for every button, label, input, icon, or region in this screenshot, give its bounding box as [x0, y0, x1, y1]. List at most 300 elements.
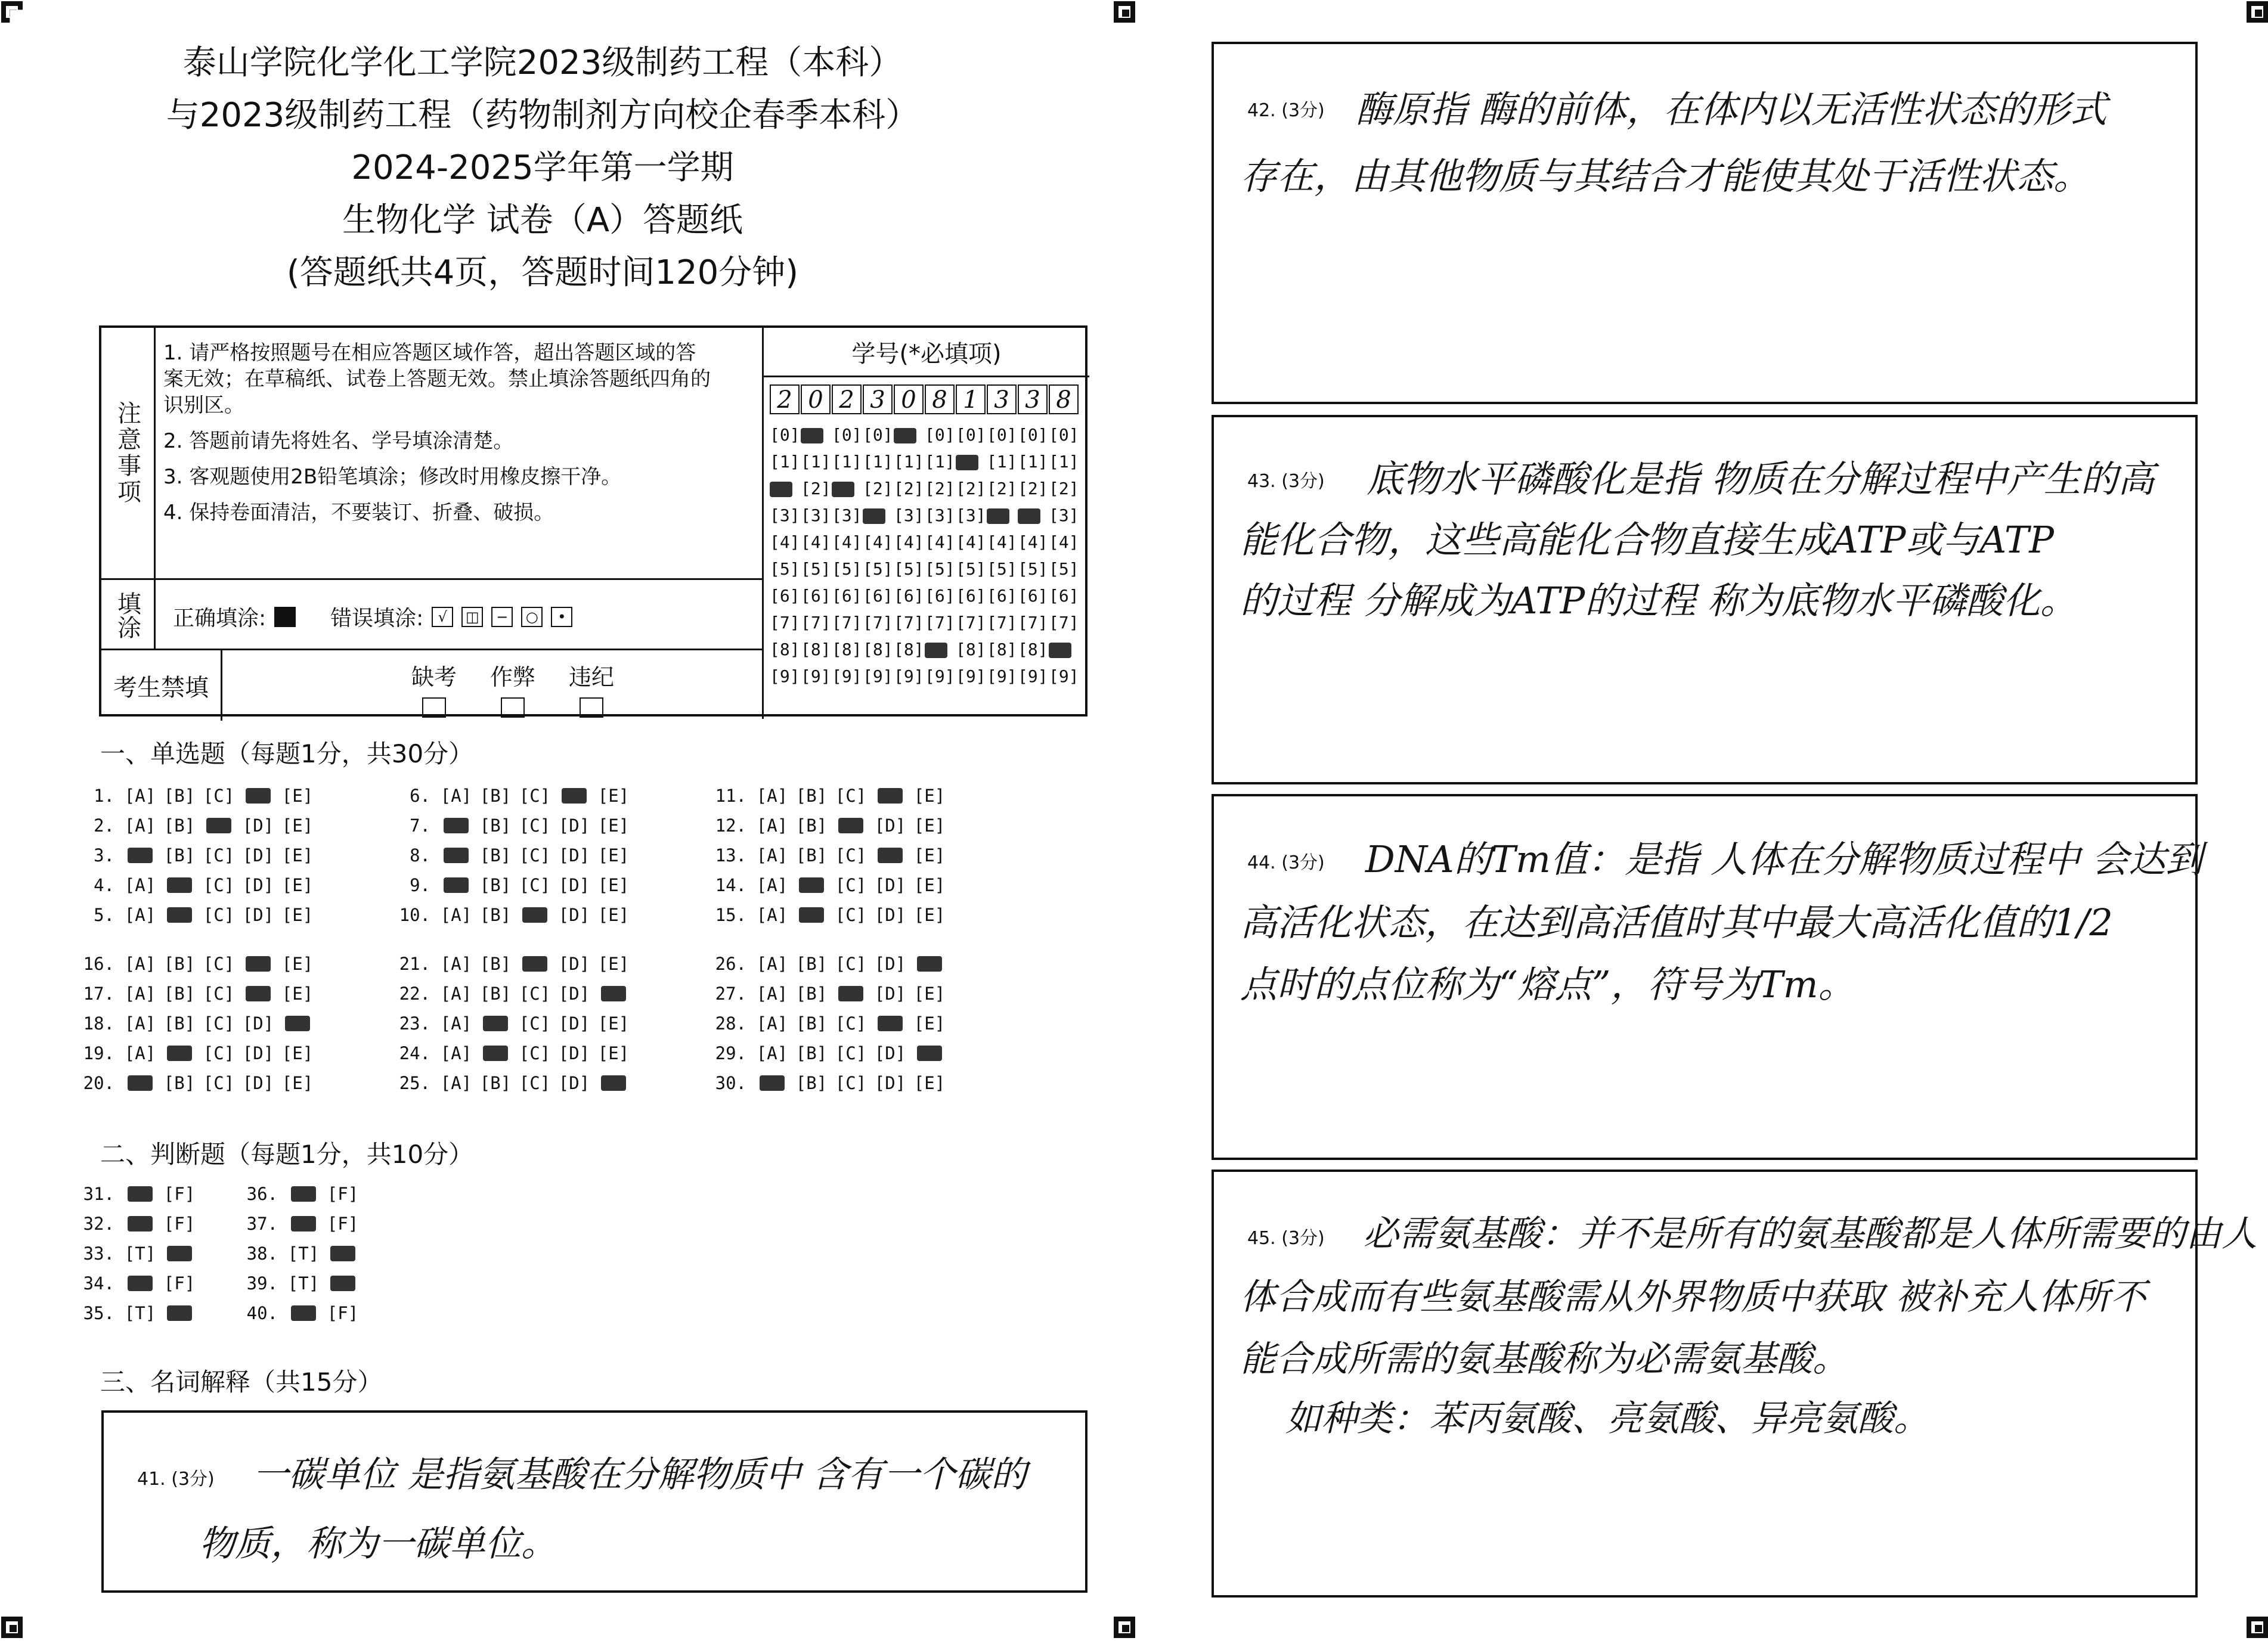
answer-bubble[interactable]: [E] [913, 845, 946, 866]
answer-bubble[interactable]: [B] [479, 1073, 512, 1093]
student-id-bubble-filled[interactable] [894, 421, 925, 448]
answer-bubble-filled[interactable] [476, 1038, 515, 1068]
answer-bubble-filled[interactable] [284, 1209, 323, 1239]
student-id-bubble[interactable]: [7] [770, 613, 800, 632]
answer-bubble[interactable]: [D] [874, 905, 906, 925]
student-id-bubble[interactable]: [9] [863, 666, 893, 686]
student-id-bubble[interactable]: [6] [1049, 586, 1079, 606]
question-number: 37. [246, 1214, 278, 1234]
answer-bubble[interactable]: [B] [163, 984, 196, 1004]
student-id-bubble[interactable]: [0] [1018, 425, 1048, 445]
question-number: 32. [83, 1214, 114, 1234]
student-id-bubble-filled[interactable] [956, 448, 987, 475]
student-id-bubble[interactable]: [6] [770, 586, 800, 606]
answer-bubble-filled[interactable] [160, 1239, 199, 1268]
answer-bubble[interactable]: [D] [242, 1043, 274, 1063]
answer-bubble-filled[interactable] [238, 781, 278, 811]
answer-bubble[interactable]: [A] [756, 875, 788, 895]
answer-bubble[interactable]: [D] [558, 984, 590, 1004]
answer-bubble[interactable]: [B] [795, 1073, 828, 1093]
student-id-bubble[interactable]: [9] [1049, 666, 1079, 686]
mc-question-row [698, 870, 949, 900]
answer-bubble[interactable]: [D] [558, 875, 590, 895]
answer-bubble[interactable]: [E] [281, 845, 314, 866]
answer-bubble[interactable]: [E] [597, 815, 630, 836]
student-id-bubble[interactable]: [4] [925, 532, 955, 552]
student-id-bubble-filled[interactable] [770, 475, 801, 502]
answer-bubble-filled[interactable] [594, 979, 633, 1009]
student-id-bubble[interactable]: [6] [956, 586, 986, 606]
answer-bubble[interactable]: [A] [756, 1043, 788, 1063]
student-id-bubble[interactable]: [3] [925, 505, 955, 525]
student-id-bubble-filled[interactable] [925, 636, 956, 663]
answer-bubble[interactable]: [F] [327, 1184, 359, 1204]
student-id-bubble[interactable]: [7] [863, 613, 893, 632]
answer-bubble-filled[interactable] [160, 1038, 199, 1068]
student-id-bubble[interactable]: [0] [1049, 425, 1079, 445]
student-id-bubble-filled[interactable] [987, 502, 1018, 529]
answer-bubble[interactable]: [C] [519, 875, 551, 895]
answer-bubble[interactable]: [D] [874, 1043, 906, 1063]
answer-bubble[interactable]: [E] [913, 1013, 946, 1034]
student-id-bubble[interactable]: [7] [1018, 613, 1048, 632]
answer-bubble[interactable]: [A] [124, 786, 156, 806]
answer-bubble[interactable]: [E] [281, 905, 314, 925]
answer-bubble-filled[interactable] [476, 1009, 515, 1038]
answer-bubble[interactable]: [C] [203, 1013, 235, 1034]
answer-bubble-filled[interactable] [436, 870, 476, 900]
student-id-bubble[interactable]: [3] [832, 505, 862, 525]
answer-bubble[interactable]: [B] [163, 954, 196, 974]
student-id-bubble-filled[interactable] [1049, 636, 1080, 663]
answer-bubble-filled[interactable] [792, 900, 831, 930]
answer-bubble[interactable]: [B] [795, 815, 828, 836]
student-id-bubble[interactable]: [9] [832, 666, 862, 686]
answer-bubble[interactable]: [A] [756, 786, 788, 806]
answer-bubble[interactable]: [D] [558, 954, 590, 974]
student-id-bubble[interactable]: [3] [770, 505, 800, 525]
answer-bubble-filled[interactable] [284, 1298, 323, 1328]
answer-bubble[interactable]: [A] [124, 875, 156, 895]
student-id-bubble[interactable]: [4] [894, 532, 924, 552]
answer-bubble-filled[interactable] [910, 949, 949, 979]
corner-marker-bottom-left [1, 1617, 23, 1638]
answer-bubble-filled[interactable] [238, 979, 278, 1009]
student-id-bubble[interactable]: [1] [987, 452, 1017, 472]
answer-bubble[interactable]: [A] [440, 984, 472, 1004]
answer-bubble[interactable]: [B] [163, 815, 196, 836]
answer-bubble[interactable]: [A] [440, 954, 472, 974]
answer-bubble-filled[interactable] [436, 840, 476, 870]
proctor-cheating[interactable] [490, 659, 535, 718]
answer-bubble[interactable]: [A] [124, 1013, 156, 1034]
student-id-bubble[interactable]: [9] [956, 666, 986, 686]
answer-bubble-filled[interactable] [199, 811, 238, 840]
student-id-bubble[interactable]: [7] [956, 613, 986, 632]
answer-bubble-filled[interactable] [120, 1068, 160, 1098]
student-id-bubble[interactable]: [1] [1018, 452, 1048, 472]
answer-bubble-filled[interactable] [323, 1268, 362, 1298]
answer-bubble[interactable]: [E] [597, 1043, 630, 1063]
answer-box-q45[interactable] [1212, 1170, 2257, 1598]
answer-bubble[interactable]: [B] [479, 905, 512, 925]
student-id-bubble[interactable]: [4] [956, 532, 986, 552]
answer-bubble[interactable]: [B] [163, 1073, 196, 1093]
student-id-bubble[interactable]: [9] [987, 666, 1017, 686]
answer-bubble[interactable]: [D] [558, 815, 590, 836]
student-id-bubble[interactable]: [4] [1018, 532, 1048, 552]
student-id-bubble[interactable]: [7] [801, 613, 831, 632]
answer-bubble[interactable]: [D] [242, 905, 274, 925]
student-id-bubble[interactable]: [0] [987, 425, 1017, 445]
student-id-bubble[interactable]: [1] [801, 452, 831, 472]
answer-bubble-filled[interactable] [284, 1179, 323, 1209]
student-id-bubble[interactable]: [4] [770, 532, 800, 552]
student-id-bubble[interactable]: [8] [894, 640, 924, 659]
mc-question-row [382, 1038, 633, 1068]
answer-bubble[interactable]: [E] [597, 954, 630, 974]
answer-bubble[interactable]: [E] [913, 1073, 946, 1093]
checkbox[interactable] [501, 697, 525, 718]
answer-bubble[interactable]: [A] [124, 954, 156, 974]
student-id-bubble[interactable]: [1] [863, 452, 893, 472]
answer-bubble[interactable]: [C] [203, 845, 235, 866]
answer-bubble[interactable]: [E] [913, 875, 946, 895]
answer-bubble[interactable]: [B] [795, 1013, 828, 1034]
answer-bubble-filled[interactable] [870, 781, 910, 811]
answer-bubble-filled[interactable] [436, 811, 476, 840]
student-id-column [863, 421, 894, 690]
student-id-bubble[interactable]: [2] [1018, 479, 1048, 498]
answer-bubble[interactable]: [D] [242, 1013, 274, 1034]
student-id-bubble[interactable]: [1] [1049, 452, 1079, 472]
student-id-bubble[interactable]: [4] [801, 532, 831, 552]
student-id-bubble[interactable]: [1] [925, 452, 955, 472]
answer-bubble[interactable]: [A] [124, 984, 156, 1004]
student-id-bubble[interactable]: [5] [863, 559, 893, 579]
answer-bubble[interactable]: [C] [835, 1073, 867, 1093]
student-id-bubble[interactable]: [8] [801, 640, 831, 659]
answer-bubble[interactable]: [A] [440, 1073, 472, 1093]
answer-bubble[interactable]: [C] [835, 875, 867, 895]
student-id-bubble[interactable]: [9] [925, 666, 955, 686]
answer-bubble[interactable]: [B] [479, 786, 512, 806]
answer-bubble-filled[interactable] [120, 1179, 160, 1209]
student-id-bubble[interactable]: [7] [1049, 613, 1079, 632]
student-id-bubble-filled[interactable] [832, 475, 863, 502]
answer-bubble[interactable]: [D] [558, 1043, 590, 1063]
answer-bubble[interactable]: [B] [795, 954, 828, 974]
question-number: 24. [399, 1043, 430, 1063]
answer-bubble[interactable]: [A] [756, 845, 788, 866]
answer-bubble[interactable]: [B] [163, 1013, 196, 1034]
question-number: 35. [83, 1303, 114, 1323]
answer-bubble[interactable]: [B] [479, 984, 512, 1004]
answer-bubble[interactable]: [D] [874, 954, 906, 974]
answer-bubble[interactable]: [T] [287, 1273, 320, 1294]
answer-bubble[interactable]: [A] [124, 1043, 156, 1063]
answer-bubble[interactable]: [E] [281, 815, 314, 836]
student-id-bubble[interactable]: [5] [801, 559, 831, 579]
answer-bubble[interactable]: [C] [519, 815, 551, 836]
answer-bubble[interactable]: [B] [479, 845, 512, 866]
student-id-bubble[interactable]: [7] [894, 613, 924, 632]
answer-bubble-filled[interactable] [323, 1239, 362, 1268]
answer-bubble[interactable]: [C] [203, 905, 235, 925]
student-id-bubble[interactable]: [8] [863, 640, 893, 659]
student-id-bubble-filled[interactable] [1018, 502, 1049, 529]
answer-bubble-filled[interactable] [792, 870, 831, 900]
student-id-bubble[interactable]: [7] [987, 613, 1017, 632]
student-id-bubble[interactable]: [0] [770, 425, 800, 445]
question-number: 6. [410, 786, 430, 806]
answer-bubble-filled[interactable] [120, 840, 160, 870]
answer-bubble[interactable]: [A] [756, 1013, 788, 1034]
answer-bubble-filled[interactable] [515, 949, 554, 979]
student-id-bubble[interactable]: [7] [925, 613, 955, 632]
answer-bubble[interactable]: [E] [281, 786, 314, 806]
wrong-fill-sample: √ [432, 607, 453, 627]
answer-bubble-filled[interactable] [870, 840, 910, 870]
answer-bubble[interactable]: [C] [519, 1073, 551, 1093]
tf-column [229, 1179, 362, 1328]
student-id-bubble[interactable]: [9] [770, 666, 800, 686]
student-id-bubble[interactable]: [5] [987, 559, 1017, 579]
answer-bubble[interactable]: [A] [124, 815, 156, 836]
student-id-bubble[interactable]: [9] [1018, 666, 1048, 686]
student-id-bubble[interactable]: [5] [1018, 559, 1048, 579]
student-id-bubble[interactable]: [0] [925, 425, 955, 445]
answer-box-q42[interactable] [1212, 42, 2198, 404]
student-id-bubble[interactable]: [3] [894, 505, 924, 525]
student-id-bubble[interactable]: [8] [956, 640, 986, 659]
answer-bubble-filled[interactable] [594, 1068, 633, 1098]
answer-bubble[interactable]: [B] [479, 815, 512, 836]
answer-bubble[interactable]: [E] [597, 845, 630, 866]
student-id-bubble[interactable]: [7] [832, 613, 862, 632]
answer-bubble[interactable]: [A] [440, 786, 472, 806]
student-id-bubble[interactable]: [5] [894, 559, 924, 579]
answer-bubble[interactable]: [D] [558, 905, 590, 925]
student-id-bubble[interactable]: [1] [894, 452, 924, 472]
student-id-bubble[interactable]: [9] [801, 666, 831, 686]
student-id-bubble[interactable]: [2] [801, 479, 831, 498]
student-id-bubble[interactable]: [9] [894, 666, 924, 686]
answer-bubble[interactable]: [D] [558, 1073, 590, 1093]
answer-bubble[interactable]: [D] [874, 875, 906, 895]
student-id-bubble[interactable]: [6] [987, 586, 1017, 606]
answer-bubble[interactable]: [E] [913, 815, 946, 836]
answer-bubble[interactable]: [C] [203, 984, 235, 1004]
answer-bubble[interactable]: [C] [835, 905, 867, 925]
answer-bubble[interactable]: [C] [203, 1043, 235, 1063]
answer-bubble[interactable]: [C] [519, 984, 551, 1004]
student-id-bubble[interactable]: [5] [925, 559, 955, 579]
answer-bubble-filled[interactable] [831, 811, 870, 840]
answer-bubble[interactable]: [E] [281, 954, 314, 974]
answer-bubble[interactable]: [T] [124, 1243, 156, 1264]
student-id-bubble[interactable]: [8] [770, 640, 800, 659]
proctor-absent[interactable] [411, 659, 457, 718]
student-id-bubble[interactable]: [0] [956, 425, 986, 445]
answer-bubble[interactable]: [D] [874, 1073, 906, 1093]
answer-bubble-filled[interactable] [752, 1068, 792, 1098]
mc-question-row [698, 949, 949, 979]
student-id-digit: 8 [925, 384, 955, 414]
answer-bubble[interactable]: [C] [203, 875, 235, 895]
student-id-bubble[interactable]: [2] [894, 479, 924, 498]
student-id-bubble-filled[interactable] [801, 421, 832, 448]
answer-bubble[interactable]: [B] [479, 875, 512, 895]
answer-bubble-filled[interactable] [120, 1209, 160, 1239]
answer-bubble-filled[interactable] [910, 1038, 949, 1068]
answer-bubble[interactable]: [B] [795, 1043, 828, 1063]
student-id-bubble[interactable]: [0] [863, 425, 893, 445]
student-id-column [770, 421, 801, 690]
student-id-bubble[interactable]: [1] [832, 452, 862, 472]
question-number: 12. [715, 815, 746, 836]
answer-bubble[interactable]: [B] [795, 845, 828, 866]
answer-bubble[interactable]: [C] [519, 1043, 551, 1063]
answer-bubble[interactable]: [E] [281, 1043, 314, 1063]
question-label: 43. (3分) [1247, 471, 1325, 492]
student-id-bubble[interactable]: [6] [832, 586, 862, 606]
answer-bubble-filled[interactable] [120, 1268, 160, 1298]
student-id-bubble[interactable]: [2] [987, 479, 1017, 498]
student-id-bubble[interactable]: [1] [770, 452, 800, 472]
answer-bubble[interactable]: [E] [913, 786, 946, 806]
answer-bubble[interactable]: [A] [124, 905, 156, 925]
answer-bubble[interactable]: [F] [163, 1273, 196, 1294]
answer-bubble-filled[interactable] [160, 900, 199, 930]
answer-bubble[interactable]: [C] [835, 954, 867, 974]
answer-bubble[interactable]: [C] [203, 954, 235, 974]
student-id-bubble[interactable]: [2] [925, 479, 955, 498]
answer-bubble[interactable]: [E] [281, 1073, 314, 1093]
answer-bubble[interactable]: [D] [558, 845, 590, 866]
answer-bubble[interactable]: [A] [756, 954, 788, 974]
answer-bubble-filled[interactable] [870, 1009, 910, 1038]
answer-bubble-filled[interactable] [160, 1298, 199, 1328]
answer-bubble[interactable]: [A] [440, 1013, 472, 1034]
answer-bubble[interactable]: [T] [124, 1303, 156, 1323]
student-id-bubble[interactable]: [8] [987, 640, 1017, 659]
answer-bubble[interactable]: [E] [597, 786, 630, 806]
student-id-bubble[interactable]: [6] [801, 586, 831, 606]
answer-bubble[interactable]: [C] [203, 786, 235, 806]
answer-bubble[interactable]: [A] [440, 1043, 472, 1063]
answer-bubble[interactable]: [D] [242, 875, 274, 895]
student-id-bubble[interactable]: [6] [925, 586, 955, 606]
student-id-bubble[interactable]: [6] [863, 586, 893, 606]
question-label: 45. (3分) [1247, 1228, 1325, 1249]
answer-bubble-filled[interactable] [238, 949, 278, 979]
answer-bubble[interactable]: [F] [327, 1303, 359, 1323]
answer-bubble[interactable]: [A] [756, 984, 788, 1004]
answer-bubble[interactable]: [A] [756, 905, 788, 925]
answer-bubble[interactable]: [D] [242, 815, 274, 836]
answer-bubble[interactable]: [E] [913, 905, 946, 925]
student-id-bubble[interactable]: [4] [863, 532, 893, 552]
answer-bubble[interactable]: [D] [242, 1073, 274, 1093]
answer-bubble[interactable]: [B] [163, 786, 196, 806]
student-id-bubble[interactable]: [4] [987, 532, 1017, 552]
student-id-bubble[interactable]: [0] [832, 425, 862, 445]
student-id-bubble[interactable]: [6] [1018, 586, 1048, 606]
student-id-bubble[interactable]: [2] [956, 479, 986, 498]
student-id-bubble[interactable]: [4] [1049, 532, 1079, 552]
answer-bubble-filled[interactable] [278, 1009, 317, 1038]
answer-bubble[interactable]: [C] [835, 1013, 867, 1034]
answer-bubble[interactable]: [E] [281, 984, 314, 1004]
student-id-bubble[interactable]: [5] [1049, 559, 1079, 579]
student-id-bubble[interactable]: [2] [863, 479, 893, 498]
student-id-bubble[interactable]: [3] [956, 505, 986, 525]
answer-bubble[interactable]: [E] [597, 875, 630, 895]
answer-bubble[interactable]: [D] [242, 845, 274, 866]
checkbox[interactable] [422, 697, 446, 718]
answer-box-q41[interactable] [101, 1410, 1087, 1593]
student-id-bubble[interactable]: [5] [770, 559, 800, 579]
answer-bubble[interactable]: [B] [479, 954, 512, 974]
student-id-bubble[interactable]: [4] [832, 532, 862, 552]
answer-bubble[interactable]: [E] [913, 984, 946, 1004]
student-id-bubble[interactable]: [6] [894, 586, 924, 606]
checkbox[interactable] [580, 697, 603, 718]
student-id-bubble[interactable]: [8] [832, 640, 862, 659]
answer-bubble[interactable]: [C] [203, 1073, 235, 1093]
answer-bubble[interactable]: [F] [163, 1214, 196, 1234]
answer-bubble[interactable]: [E] [597, 1013, 630, 1034]
answer-bubble[interactable]: [B] [795, 786, 828, 806]
answer-bubble[interactable]: [A] [440, 905, 472, 925]
answer-bubble-filled[interactable] [160, 870, 199, 900]
answer-bubble[interactable]: [T] [287, 1243, 320, 1264]
answer-bubble[interactable]: [E] [281, 875, 314, 895]
question-number: 3. [94, 845, 114, 866]
answer-bubble[interactable]: [B] [163, 845, 196, 866]
answer-bubble[interactable]: [A] [756, 815, 788, 836]
student-id-bubble[interactable]: [2] [1049, 479, 1079, 498]
proctor-violation[interactable] [569, 659, 614, 718]
answer-bubble[interactable]: [D] [558, 1013, 590, 1034]
answer-bubble[interactable]: [E] [597, 905, 630, 925]
answer-bubble[interactable]: [C] [519, 1013, 551, 1034]
answer-bubble[interactable]: [F] [163, 1184, 196, 1204]
student-id-bubble[interactable]: [5] [832, 559, 862, 579]
answer-box-q43[interactable] [1212, 415, 2198, 784]
answer-bubble[interactable]: [C] [519, 845, 551, 866]
student-id-bubble-filled[interactable] [863, 502, 894, 529]
answer-bubble[interactable]: [C] [835, 1043, 867, 1063]
answer-bubble-filled[interactable] [831, 979, 870, 1009]
answer-bubble[interactable]: [B] [795, 984, 828, 1004]
answer-bubble[interactable]: [C] [835, 786, 867, 806]
answer-bubble[interactable]: [F] [327, 1214, 359, 1234]
answer-bubble-filled[interactable] [515, 900, 554, 930]
student-id-bubble[interactable]: [3] [1049, 505, 1079, 525]
mc-question-row [698, 979, 949, 1009]
answer-bubble[interactable]: [C] [519, 786, 551, 806]
answer-bubble[interactable]: [D] [874, 984, 906, 1004]
student-id-bubble[interactable]: [8] [1018, 640, 1048, 659]
student-id-bubble[interactable]: [5] [956, 559, 986, 579]
answer-bubble[interactable]: [C] [835, 845, 867, 866]
answer-bubble-filled[interactable] [554, 781, 594, 811]
student-id-bubble[interactable]: [3] [801, 505, 831, 525]
answer-bubble[interactable]: [D] [874, 815, 906, 836]
answer-box-q44[interactable] [1212, 794, 2203, 1160]
